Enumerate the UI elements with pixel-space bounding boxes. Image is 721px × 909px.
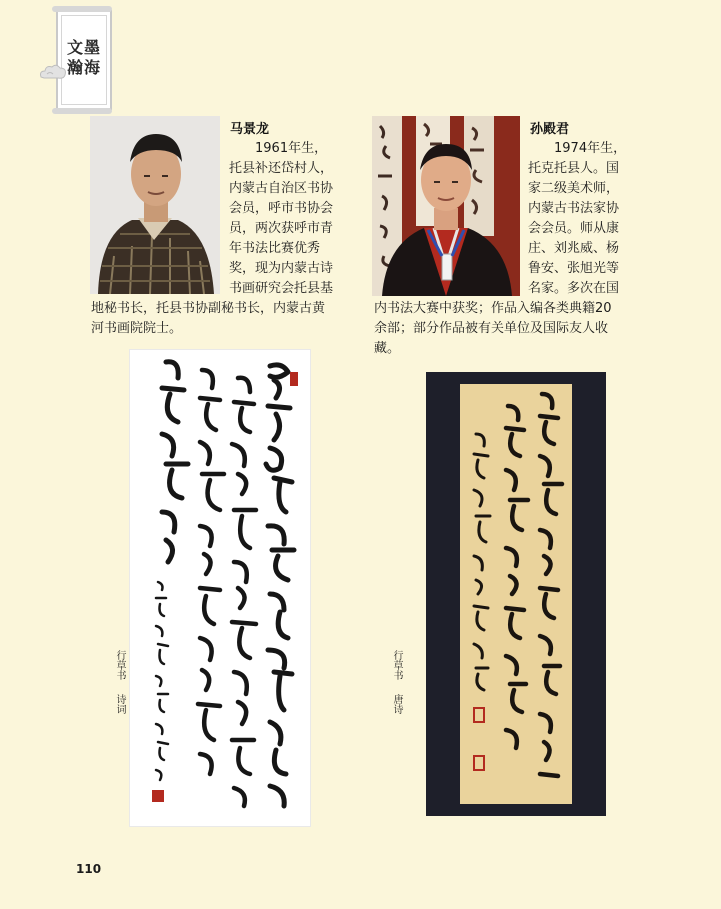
- artist-name-ma: 马景龙: [230, 122, 270, 137]
- seal-mark: [474, 708, 484, 722]
- bio-line: 1974年生，: [554, 141, 627, 156]
- artist-photo-ma: [90, 116, 220, 294]
- bio-line: 庄、刘兆威、杨: [528, 241, 620, 256]
- bio-line: 内书法大赛中获奖；作品入编各类典籍20: [374, 301, 612, 316]
- bio-line: 家二级美术师，: [528, 181, 620, 196]
- page-number: 110: [76, 862, 102, 876]
- badge-top-cap: [52, 6, 112, 12]
- artwork-style-ma: 行草书: [114, 650, 125, 680]
- bio-line: 内蒙古书法家协: [528, 201, 620, 216]
- badge-bottom-cap: [52, 108, 112, 114]
- calligraphy-paper: [460, 384, 572, 804]
- artist-bio-ma: [229, 139, 353, 299]
- bio-line: 托克托县人。国: [528, 161, 620, 176]
- artist-bio-ma-continued: [91, 299, 353, 339]
- section-title: 文墨瀚海: [66, 38, 101, 77]
- seal-mark: [290, 372, 298, 386]
- artwork-style-sun: 行草书: [391, 650, 402, 680]
- bio-line: 内蒙古自治区书协: [229, 181, 334, 196]
- bio-line: 员，两次获呼市青: [229, 221, 334, 236]
- artist-bio-sun: [528, 139, 638, 299]
- bio-line: 书画研究会托县基: [229, 281, 334, 296]
- bio-line: 地秘书长，托县书协副秘书长，内蒙古黄: [91, 301, 326, 316]
- bio-line: 名家。多次在国: [528, 281, 620, 296]
- seal-mark: [474, 756, 484, 770]
- bio-line: 托县补还岱村人，: [229, 161, 334, 176]
- artwork-subject-sun: 唐诗: [391, 694, 402, 714]
- calligraphy-artwork-sun: [426, 372, 606, 816]
- bio-line: 余部；部分作品被有关单位及国际友人收: [374, 321, 609, 336]
- section-badge: [56, 10, 112, 110]
- bio-line: 会员，呼市书协会: [229, 201, 334, 216]
- bio-line: 年书法比赛优秀: [229, 241, 321, 256]
- bio-line: 藏。: [374, 341, 401, 356]
- seal-mark: [152, 790, 164, 802]
- artist-photo-sun: [372, 116, 520, 296]
- artist-name-sun: 孙殿君: [530, 122, 570, 137]
- artist-bio-sun-continued: [374, 299, 638, 359]
- calligraphy-artwork-ma: [130, 350, 310, 826]
- bio-line: 1961年生，: [255, 141, 328, 156]
- bio-line: 奖，现为内蒙古诗: [229, 261, 334, 276]
- cloud-ornament-icon: [38, 62, 68, 82]
- bio-line: 会会员。师从康: [528, 221, 620, 236]
- bio-line: 鲁安、张旭光等: [528, 261, 620, 276]
- artwork-subject-ma: 诗词: [114, 694, 125, 714]
- bio-line: 河书画院院士。: [91, 321, 183, 336]
